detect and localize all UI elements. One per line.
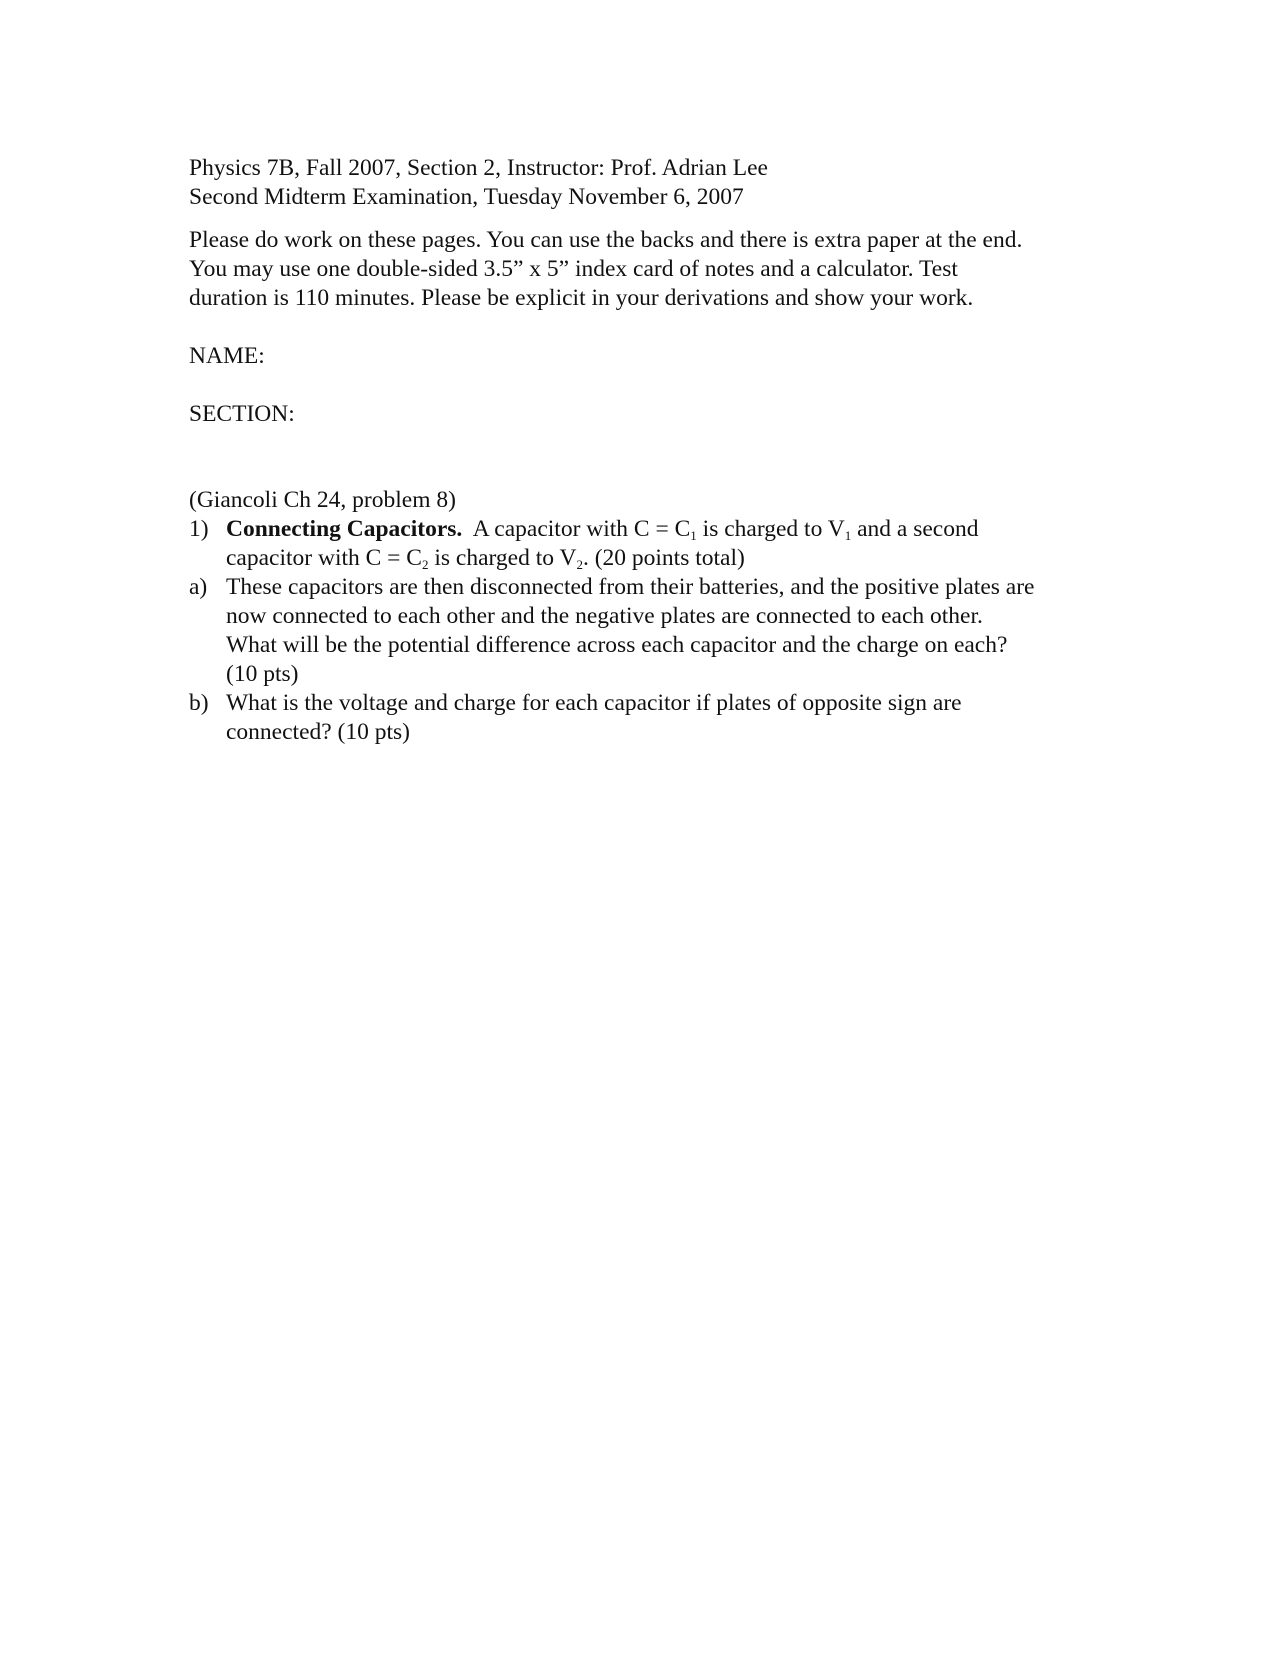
- problem-part-a: [189, 573, 1109, 689]
- course-line: Physics 7B, Fall 2007, Section 2, Instructor: Prof. Adrian Lee: [189, 155, 768, 181]
- part-text-line: These capacitors are then disconnected from their batteries, and the positive plates are: [226, 574, 1035, 600]
- problem-part-b: [189, 689, 1109, 747]
- problem-intro-line: capacitor with $C = C_2$ is charged to $V_2$. (20 points total): [226, 545, 745, 572]
- problem-source: (Giancoli Ch 24, problem 8): [189, 487, 456, 513]
- exam-page: [189, 154, 1109, 747]
- part-text-line: What is the voltage and charge for each capacitor if plates of opposite sign are: [226, 690, 962, 716]
- section-field-label: SECTION:: [189, 401, 295, 427]
- exam-header: [189, 154, 1109, 212]
- part-text-line: connected? (10 pts): [226, 719, 411, 745]
- problem-title: Connecting Capacitors.: [226, 516, 463, 542]
- instructions-line: duration is 110 minutes. Please be explicit in your derivations and show your work.: [189, 285, 974, 311]
- part-text-line: (10 pts): [226, 661, 299, 687]
- problem-intro-line: Connecting Capacitors. A capacitor with $C = C_1$ is charged to $V_1$ and a second: [226, 516, 979, 543]
- name-field-label: NAME:: [189, 343, 265, 369]
- part-marker: a): [189, 574, 208, 600]
- problem-number: 1): [189, 516, 209, 542]
- part-marker: b): [189, 690, 209, 716]
- instructions: [189, 226, 1109, 313]
- problem-1: [189, 515, 1109, 573]
- part-text-line: now connected to each other and the negative plates are connected to each other.: [226, 603, 983, 629]
- part-text-line: What will be the potential difference across each capacitor and the charge on each?: [226, 632, 1008, 658]
- instructions-line: Please do work on these pages. You can use the backs and there is extra paper at the end.: [189, 227, 1023, 253]
- instructions-line: You may use one double-sided 3.5” x 5” index card of notes and a calculator. Test: [189, 256, 958, 282]
- exam-title-line: Second Midterm Examination, Tuesday November 6, 2007: [189, 184, 744, 210]
